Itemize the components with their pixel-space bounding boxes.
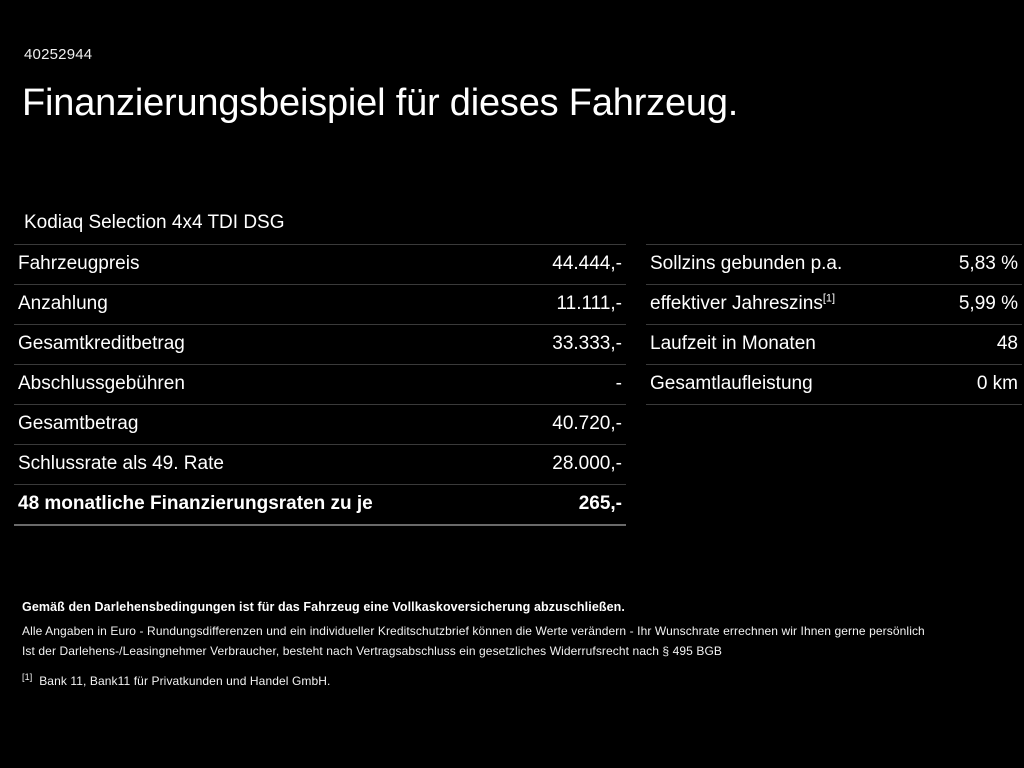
- table-row: [646, 245, 1022, 285]
- footnotes-block: [22, 600, 1012, 688]
- row-value: -: [615, 373, 622, 394]
- table-row: [14, 245, 626, 285]
- vehicle-model-name: Kodiaq Selection 4x4 TDI DSG: [24, 212, 285, 233]
- row-label-text: Sollzins gebunden p.a.: [650, 253, 843, 274]
- row-label: Abschlussgebühren: [18, 373, 185, 394]
- loan-terms-table: [646, 244, 1022, 405]
- row-label-text: Laufzeit in Monaten: [650, 333, 816, 354]
- table-row: [646, 285, 1022, 325]
- row-label: Fahrzeugpreis: [18, 253, 140, 274]
- row-label: Schlussrate als 49. Rate: [18, 453, 224, 474]
- row-value: 33.333,-: [552, 333, 622, 354]
- table-row: [14, 285, 626, 325]
- table-row: [14, 325, 626, 365]
- row-value: 40.720,-: [552, 413, 622, 434]
- row-value: 265,-: [578, 493, 622, 514]
- row-label: 48 monatliche Finanzierungsraten zu je: [18, 493, 373, 514]
- page-title: Finanzierungsbeispiel für dieses Fahrzeug.: [22, 82, 739, 124]
- table-row: [14, 445, 626, 485]
- table-row: [14, 365, 626, 405]
- footnote-line-1: Alle Angaben in Euro - Rundungsdifferenzen und ein individueller Kreditschutzbrief können die Werte verändern - Ihr Wunschrate errechnen wir Ihnen gerne persönlich: [22, 624, 925, 638]
- row-value: 11.111,-: [556, 293, 622, 314]
- row-value: 48: [996, 333, 1018, 354]
- table-row-monthly-rate: [14, 485, 626, 526]
- row-value: 5,99 %: [958, 293, 1018, 314]
- finance-table-left-column: [14, 244, 626, 526]
- footnote-line-2: Ist der Darlehens-/Leasingnehmer Verbraucher, besteht nach Vertragsabschluss ein gesetzliches Widerrufsrecht nach § 495 BGB: [22, 644, 723, 658]
- row-value: 28.000,-: [552, 453, 622, 474]
- row-value: 0 km: [976, 373, 1018, 394]
- footnote-marker: [1]: [822, 292, 836, 305]
- footnote-insurance-note: Gemäß den Darlehensbedingungen ist für das Fahrzeug eine Vollkaskoversicherung abzuschließen.: [22, 600, 625, 614]
- table-row: [646, 365, 1022, 405]
- cost-breakdown-table: [14, 244, 626, 526]
- row-label-text: effektiver Jahreszins: [650, 293, 823, 314]
- reference-id: 40252944: [24, 46, 93, 63]
- row-label: Gesamtkreditbetrag: [18, 333, 185, 354]
- row-label-text: Gesamtlaufleistung: [650, 373, 813, 394]
- row-value: 5,83 %: [958, 253, 1018, 274]
- footnote-bank-text: Bank 11, Bank11 für Privatkunden und Handel GmbH.: [39, 674, 331, 688]
- finance-table-right-column: [646, 244, 1022, 526]
- row-label: [646, 365, 834, 405]
- row-label: [646, 245, 843, 285]
- row-label: Anzahlung: [18, 293, 108, 314]
- finance-tables: [0, 244, 1024, 526]
- table-row: [646, 325, 1022, 365]
- row-label: [646, 285, 834, 325]
- row-label: [646, 325, 834, 365]
- footnote-bank-reference: [22, 672, 1012, 688]
- footnote-marker-1: [1]: [22, 672, 33, 682]
- row-label: Gesamtbetrag: [18, 413, 139, 434]
- row-value: 44.444,-: [552, 253, 622, 274]
- table-row: [14, 405, 626, 445]
